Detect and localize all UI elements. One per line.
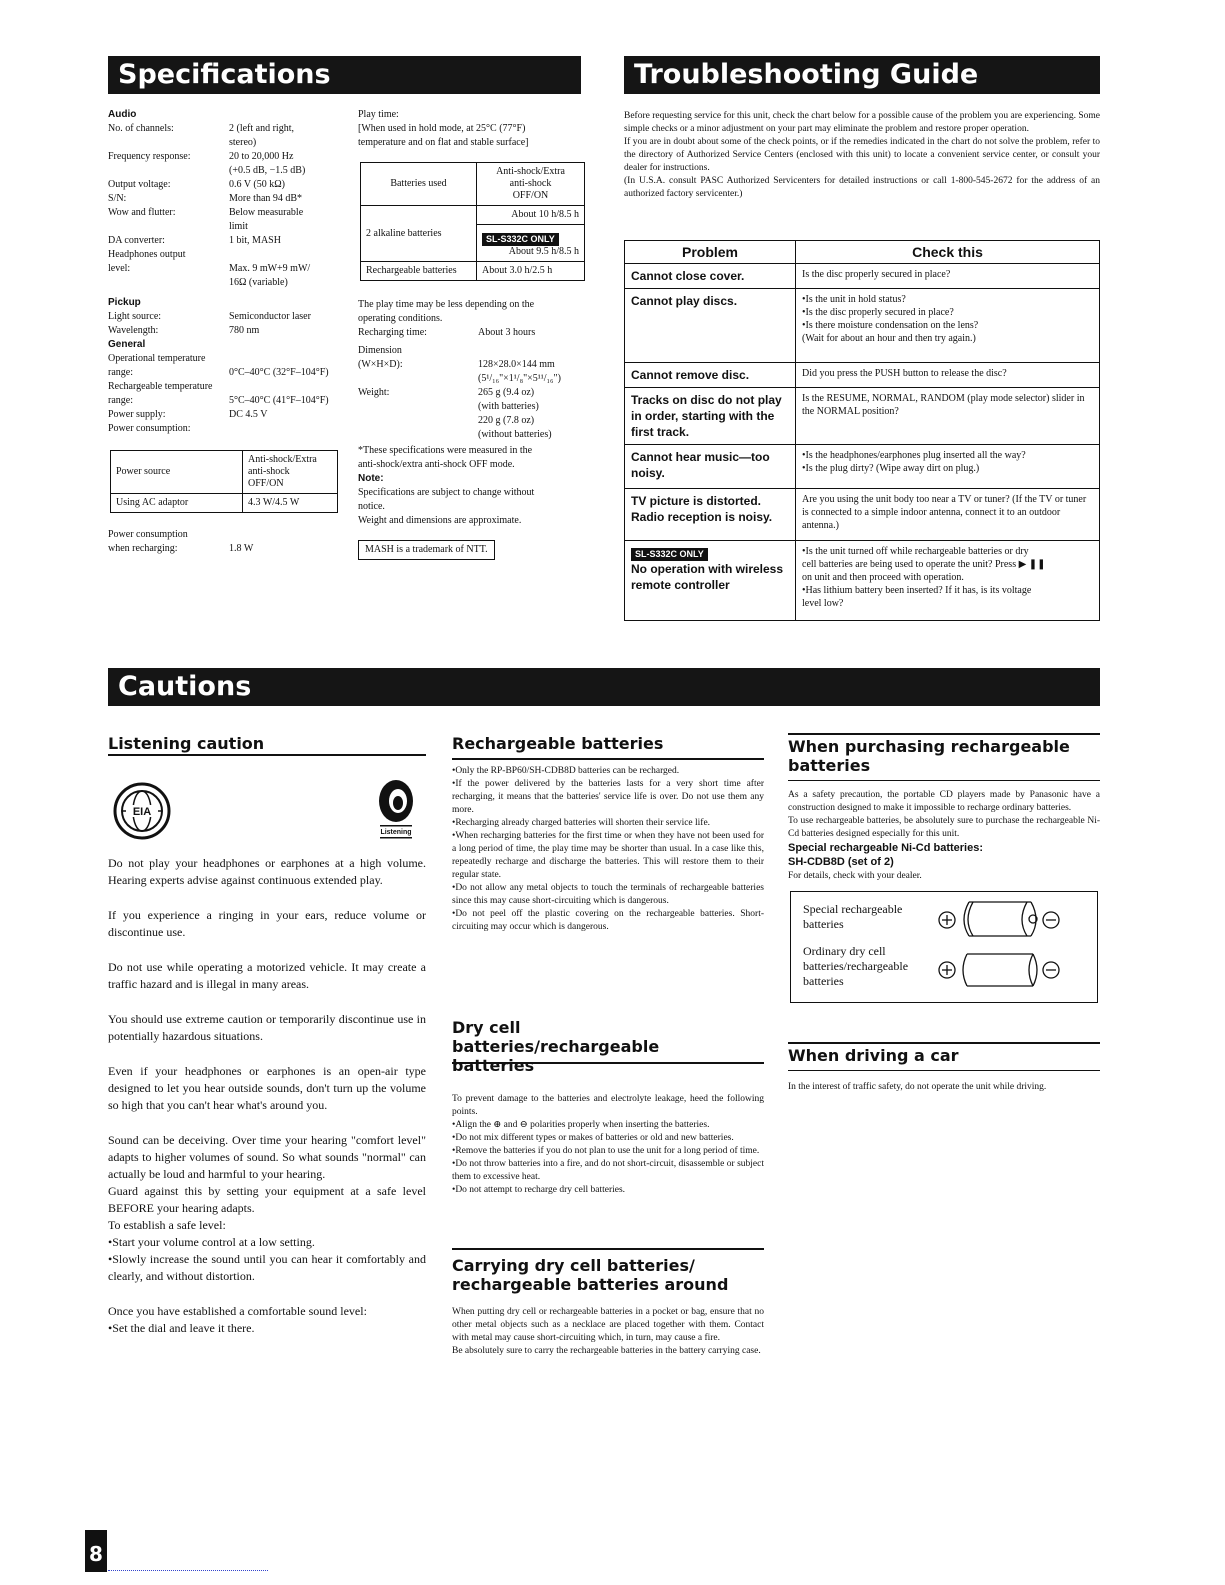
- audio-spec-value: 20 to 20,000 Hz (+0.5 dB, −1.5 dB): [229, 151, 306, 176]
- listening-paragraph: Do not play your headphones or earphones at a high volume. Hearing experts advise against continuous extended play.: [108, 856, 426, 887]
- trouble-row: [625, 445, 1100, 489]
- audio-spec-row: [108, 122, 348, 150]
- purchasing-details: For details, check with your dealer.: [788, 871, 922, 881]
- rechargeable-time: About 3.0 h/2.5 h: [477, 262, 585, 281]
- problem-cell: [625, 489, 796, 541]
- driving-text: In the interest of traffic safety, do not operate the unit while driving.: [788, 1082, 1047, 1092]
- general-spec-row: [108, 380, 348, 408]
- listening-paragraph: Once you have established a comfortable sound level: •Set the dial and leave it there.: [108, 1304, 367, 1335]
- troubleshooting-title: Troubleshooting Guide: [634, 59, 979, 90]
- spec-audio-block: [108, 108, 348, 436]
- general-spec-row: [108, 408, 348, 422]
- listening-logo-text: Listening: [380, 829, 412, 836]
- general-spec-value: 0°C–40°C (32°F–104°F): [229, 367, 329, 378]
- trouble-row: [625, 541, 1100, 621]
- problem-cell: [625, 363, 796, 388]
- problem-cell: [625, 264, 796, 289]
- audio-spec-value: More than 94 dB*: [229, 193, 303, 204]
- audio-spec-label: No. of channels:: [108, 123, 174, 134]
- check-cell: Is the disc properly secured in place?: [796, 264, 1100, 289]
- special-battery-text: Special rechargeable batteries: [803, 902, 903, 931]
- listening-paragraph: If you experience a ringing in your ears, reduce volume or discontinue use.: [108, 908, 426, 939]
- problem-cell: [625, 445, 796, 489]
- rechargeable-section: [452, 734, 764, 934]
- audio-spec-label: Wow and flutter:: [108, 207, 176, 218]
- check-cell: Did you press the PUSH button to release the disc?: [796, 363, 1100, 388]
- pickup-spec-label: Wavelength:: [108, 325, 159, 336]
- trouble-row: [625, 264, 1100, 289]
- problem-text: TV picture is distorted. Radio reception is noisy.: [631, 494, 773, 524]
- troubleshooting-banner: [624, 56, 1100, 94]
- page-number: 8: [85, 1530, 107, 1572]
- bottom-rule: [108, 1570, 268, 1571]
- rechargeable-heading: Rechargeable batteries: [452, 734, 664, 753]
- audio-heading: Audio: [108, 109, 137, 120]
- audio-spec-label: Headphones output level:: [108, 249, 186, 274]
- check-cell: •Is the unit turned off while rechargeable batteries or dry cell batteries are being used to operate the unit? Press ▶ ❚❚ on unit and then proceed with operation. •Has lithium battery been inserted? If it has, is its voltage level low?: [796, 541, 1100, 621]
- carrying-text: When putting dry cell or rechargeable batteries in a pocket or bag, ensure that no other metal objects such as a necklace are placed together with them. Contact with metal may cause short-circuiting which, in turn, may cause a fire. Be absolutely sure to carry the rechargeable batteries in the battery carrying case.: [452, 1307, 764, 1356]
- sl-s332c-badge: SL-S332C ONLY: [631, 548, 708, 561]
- specifications-title: Specifications: [118, 59, 331, 90]
- carrying-section: [452, 1252, 764, 1358]
- battery-comparison-box: [790, 891, 1098, 1003]
- general-spec-value: DC 4.5 V: [229, 409, 268, 420]
- play-time-table: [360, 162, 585, 281]
- trouble-row: [625, 388, 1100, 445]
- special-battery-label: Special rechargeable Ni-Cd batteries:: [788, 842, 984, 854]
- recharge-consumption: Power consumption when recharging: 1.8 W: [108, 529, 254, 554]
- play-time-details: The play time may be less depending on the operating conditions. Recharging time: About 3 hours Dimension (W×H×D): 128×28.0×144 mm (5¹/₁₆"×1¹/₈"×5¹¹/₁₆") Weight: 265 g (9.4 oz) (with batteries) 220 g (7.8 oz) (without batteries) *These specifications were measured in the anti-shock/extra anti-shock OFF mode. Note: Specifications are subject to change without notice. Weight and dimensions are approximate. MASH is a trademark of NTT.: [358, 298, 588, 560]
- eia-logo-icon: [112, 781, 172, 841]
- problem-text: Cannot play discs.: [631, 294, 738, 308]
- problem-cell: [625, 541, 796, 621]
- pickup-spec-row: [108, 310, 348, 324]
- audio-spec-row: [108, 178, 348, 192]
- check-cell: •Is the unit in hold status? •Is the disc properly secured in place? •Is there moisture condensation on the lens? (Wait for about an hour and then try again.): [796, 289, 1100, 363]
- purchasing-text: As a safety precaution, the portable CD players made by Panasonic have a construction designed to make it impossible to recharge ordinary batteries. To use rechargeable batteries, be absolutely sure to purchase the rechargeable Ni-Cd batteries designed especially for this unit.: [788, 790, 1100, 839]
- audio-spec-value: Max. 9 mW+9 mW/ 16Ω (variable): [229, 263, 311, 288]
- ordinary-battery-icon: [937, 950, 1061, 990]
- trouble-row: [625, 363, 1100, 388]
- audio-spec-label: DA converter:: [108, 235, 165, 246]
- play-mode-header: Anti-shock/Extra anti-shock OFF/ON: [477, 163, 585, 206]
- troubleshooting-intro: Before requesting service for this unit, check the chart below for a possible cause of the problem you are experiencing. Some simple checks or a minor adjustment on your part may eliminate the problem and restore proper operation. If you are in doubt about some of the check points, or if the remedies indicated in the chart do not solve the problem, refer to the directory of Authorized Service Centers (enclosed with this unit) to locate a convenient service center, or consult your dealer for instructions. (In U.S.A. consult PASC Authorized Servicenters for detailed instructions or call 1-800-545-2672 for the address of an authorized factory servicenter.): [624, 111, 1100, 199]
- problem-text: Cannot hear music—too noisy.: [631, 450, 770, 480]
- general-spec-label: Power consumption:: [108, 423, 191, 434]
- audio-spec-row: [108, 248, 348, 290]
- rechargeable-text: •Only the RP-BP60/SH-CDB8D batteries can be recharged. •If the power delivered by the batteries lasts for a very short time after recharging, it means that the batteries' service life is over. Do not use them any more. •Recharging already charged batteries will shorten their service life. •When recharging batteries for the first time or when they have not been used for a long period of time, the play time may be shorter than usual. In a case like this, repeatedly recharge and discharge the batteries. This will restore them to their regular state. •Do not allow any metal objects to touch the terminals of rechargeable batteries since this may cause short-circuiting which is dangerous. •Do not peel off the plastic covering on the rechargeable batteries. Short-circuiting may occur which is dangerous.: [452, 766, 764, 932]
- check-column-header: Check this: [796, 241, 1100, 264]
- audio-spec-row: [108, 234, 348, 248]
- check-cell: •Is the headphones/earphones plug inserted all the way? •Is the plug dirty? (Wipe away dirt on plug.): [796, 445, 1100, 489]
- alkaline-time-sl: About 9.5 h/8.5 h: [508, 246, 579, 257]
- problem-text: Cannot close cover.: [631, 269, 745, 283]
- general-heading: General: [108, 339, 146, 350]
- audio-spec-value: 2 (left and right, stereo): [229, 123, 294, 148]
- dry-cell-section: [452, 1018, 764, 1197]
- general-spec-label: Power supply:: [108, 409, 166, 420]
- purchasing-section: [788, 737, 1100, 1003]
- note-heading: Note:: [358, 473, 384, 484]
- general-spec-row: [108, 422, 348, 436]
- pickup-spec-value: 780 nm: [229, 325, 260, 336]
- problem-text: No operation with wireless remote controller: [631, 562, 784, 592]
- batteries-used-header: Batteries used: [361, 163, 477, 206]
- alkaline-label: 2 alkaline batteries: [361, 206, 477, 262]
- general-spec-value: 5°C–40°C (41°F–104°F): [229, 395, 329, 406]
- eia-logo-text: EIA: [132, 806, 152, 818]
- driving-section: [788, 1046, 1100, 1094]
- audio-spec-label: Frequency response:: [108, 151, 191, 162]
- trouble-row: [625, 289, 1100, 363]
- listening-paragraph: You should use extreme caution or temporarily discontinue use in potentially hazardous situations.: [108, 1012, 426, 1043]
- problem-cell: [625, 289, 796, 363]
- dry-cell-heading: Dry cell batteries/rechargeable batteries: [452, 1018, 660, 1075]
- ac-adaptor-label: Using AC adaptor: [111, 494, 243, 513]
- check-cell: Are you using the unit body too near a TV or tuner? (If the TV or tuner is connected to a simple indoor antenna, connect it to an outdoor antenna.): [796, 489, 1100, 541]
- power-mode-header: Anti-shock/Extra anti-shock OFF/ON: [243, 451, 338, 494]
- rechargeable-label: Rechargeable batteries: [361, 262, 477, 281]
- pickup-spec-value: Semiconductor laser: [229, 311, 311, 322]
- carrying-heading: Carrying dry cell batteries/ rechargeable batteries around: [452, 1256, 729, 1294]
- ordinary-battery-text: Ordinary dry cell batteries/rechargeable batteries: [803, 944, 909, 988]
- audio-spec-value: 0.6 V (50 kΩ): [229, 179, 285, 190]
- play-time-note: [When used in hold mode, at 25°C (77°F) temperature and on flat and stable surface]: [358, 123, 529, 148]
- specifications-banner: [108, 56, 581, 94]
- dry-cell-text: To prevent damage to the batteries and electrolyte leakage, heed the following points. •Align the ⊕ and ⊖ polarities properly when inserting the batteries. •Do not mix different types or makes of batteries or old and new batteries. •Remove the batteries if you do not plan to use the unit for a long period of time. •Do not throw batteries into a fire, and do not short-circuit, disassemble or subject them to excessive heat. •Do not attempt to recharge dry cell batteries.: [452, 1094, 764, 1195]
- problem-column-header: Problem: [625, 241, 796, 264]
- cautions-title: Cautions: [118, 671, 252, 702]
- listening-paragraph: Do not use while operating a motorized vehicle. It may create a traffic hazard and is illegal in many areas.: [108, 960, 426, 991]
- cautions-banner: [108, 668, 1100, 706]
- play-time-heading: Play time:: [358, 109, 399, 120]
- audio-spec-row: [108, 206, 348, 234]
- pickup-spec-row: [108, 324, 348, 338]
- general-spec-row: [108, 352, 348, 380]
- mash-trademark: MASH is a trademark of NTT.: [358, 540, 495, 560]
- battery-model: SH-CDB8D (set of 2): [788, 856, 894, 868]
- troubleshooting-table: [624, 240, 1100, 621]
- trouble-row: [625, 489, 1100, 541]
- audio-spec-row: [108, 192, 348, 206]
- purchasing-heading: When purchasing rechargeable batteries: [788, 737, 1070, 775]
- play-time-block: [358, 108, 588, 150]
- spec-footnote: *These specifications were measured in the anti-shock/extra anti-shock OFF mode.: [358, 445, 533, 470]
- sl-s332c-badge: SL-S332C ONLY: [482, 233, 559, 246]
- check-cell: Is the RESUME, NORMAL, RANDOM (play mode selector) slider in the NORMAL position?: [796, 388, 1100, 445]
- listening-logo-icon: [376, 777, 416, 841]
- problem-text: Cannot remove disc.: [631, 368, 750, 382]
- problem-text: Tracks on disc do not play in order, starting with the first track.: [631, 393, 782, 439]
- listening-caution-section: [108, 734, 426, 1355]
- power-consumption-table: [110, 450, 338, 513]
- driving-heading: When driving a car: [788, 1046, 959, 1065]
- special-battery-icon: [937, 898, 1061, 938]
- listening-paragraph: Even if your headphones or earphones is an open-air type designed to let you hear outside sounds, don't turn up the volume so high that you can't hear what's around you.: [108, 1064, 426, 1112]
- audio-spec-row: [108, 150, 348, 178]
- audio-spec-value: 1 bit, MASH: [229, 235, 281, 246]
- pickup-heading: Pickup: [108, 297, 141, 308]
- pickup-spec-label: Light source:: [108, 311, 162, 322]
- note-text: Specifications are subject to change without notice. Weight and dimensions are approximate.: [358, 487, 535, 526]
- listening-paragraph: Sound can be deceiving. Over time your hearing "comfort level" adapts to higher volumes of sound. So what sounds "normal" can actually be loud and harmful to your hearing. Guard against this by setting your equipment at a safe level BEFORE your hearing adapts. To establish a safe level: •Start your volume control at a low setting. •Slowly increase the sound until you can hear it comfortably and clearly, and without distortion.: [108, 1133, 426, 1283]
- listening-caution-heading: Listening caution: [108, 734, 265, 753]
- audio-spec-value: Below measurable limit: [229, 207, 304, 232]
- audio-spec-label: Output voltage:: [108, 179, 171, 190]
- alkaline-time: About 10 h/8.5 h: [477, 206, 584, 225]
- power-source-header: Power source: [111, 451, 243, 494]
- ac-adaptor-value: 4.3 W/4.5 W: [243, 494, 338, 513]
- general-spec-label: Operational temperature range:: [108, 353, 206, 378]
- audio-spec-label: S/N:: [108, 193, 127, 204]
- problem-cell: [625, 388, 796, 445]
- general-spec-label: Rechargeable temperature range:: [108, 381, 213, 406]
